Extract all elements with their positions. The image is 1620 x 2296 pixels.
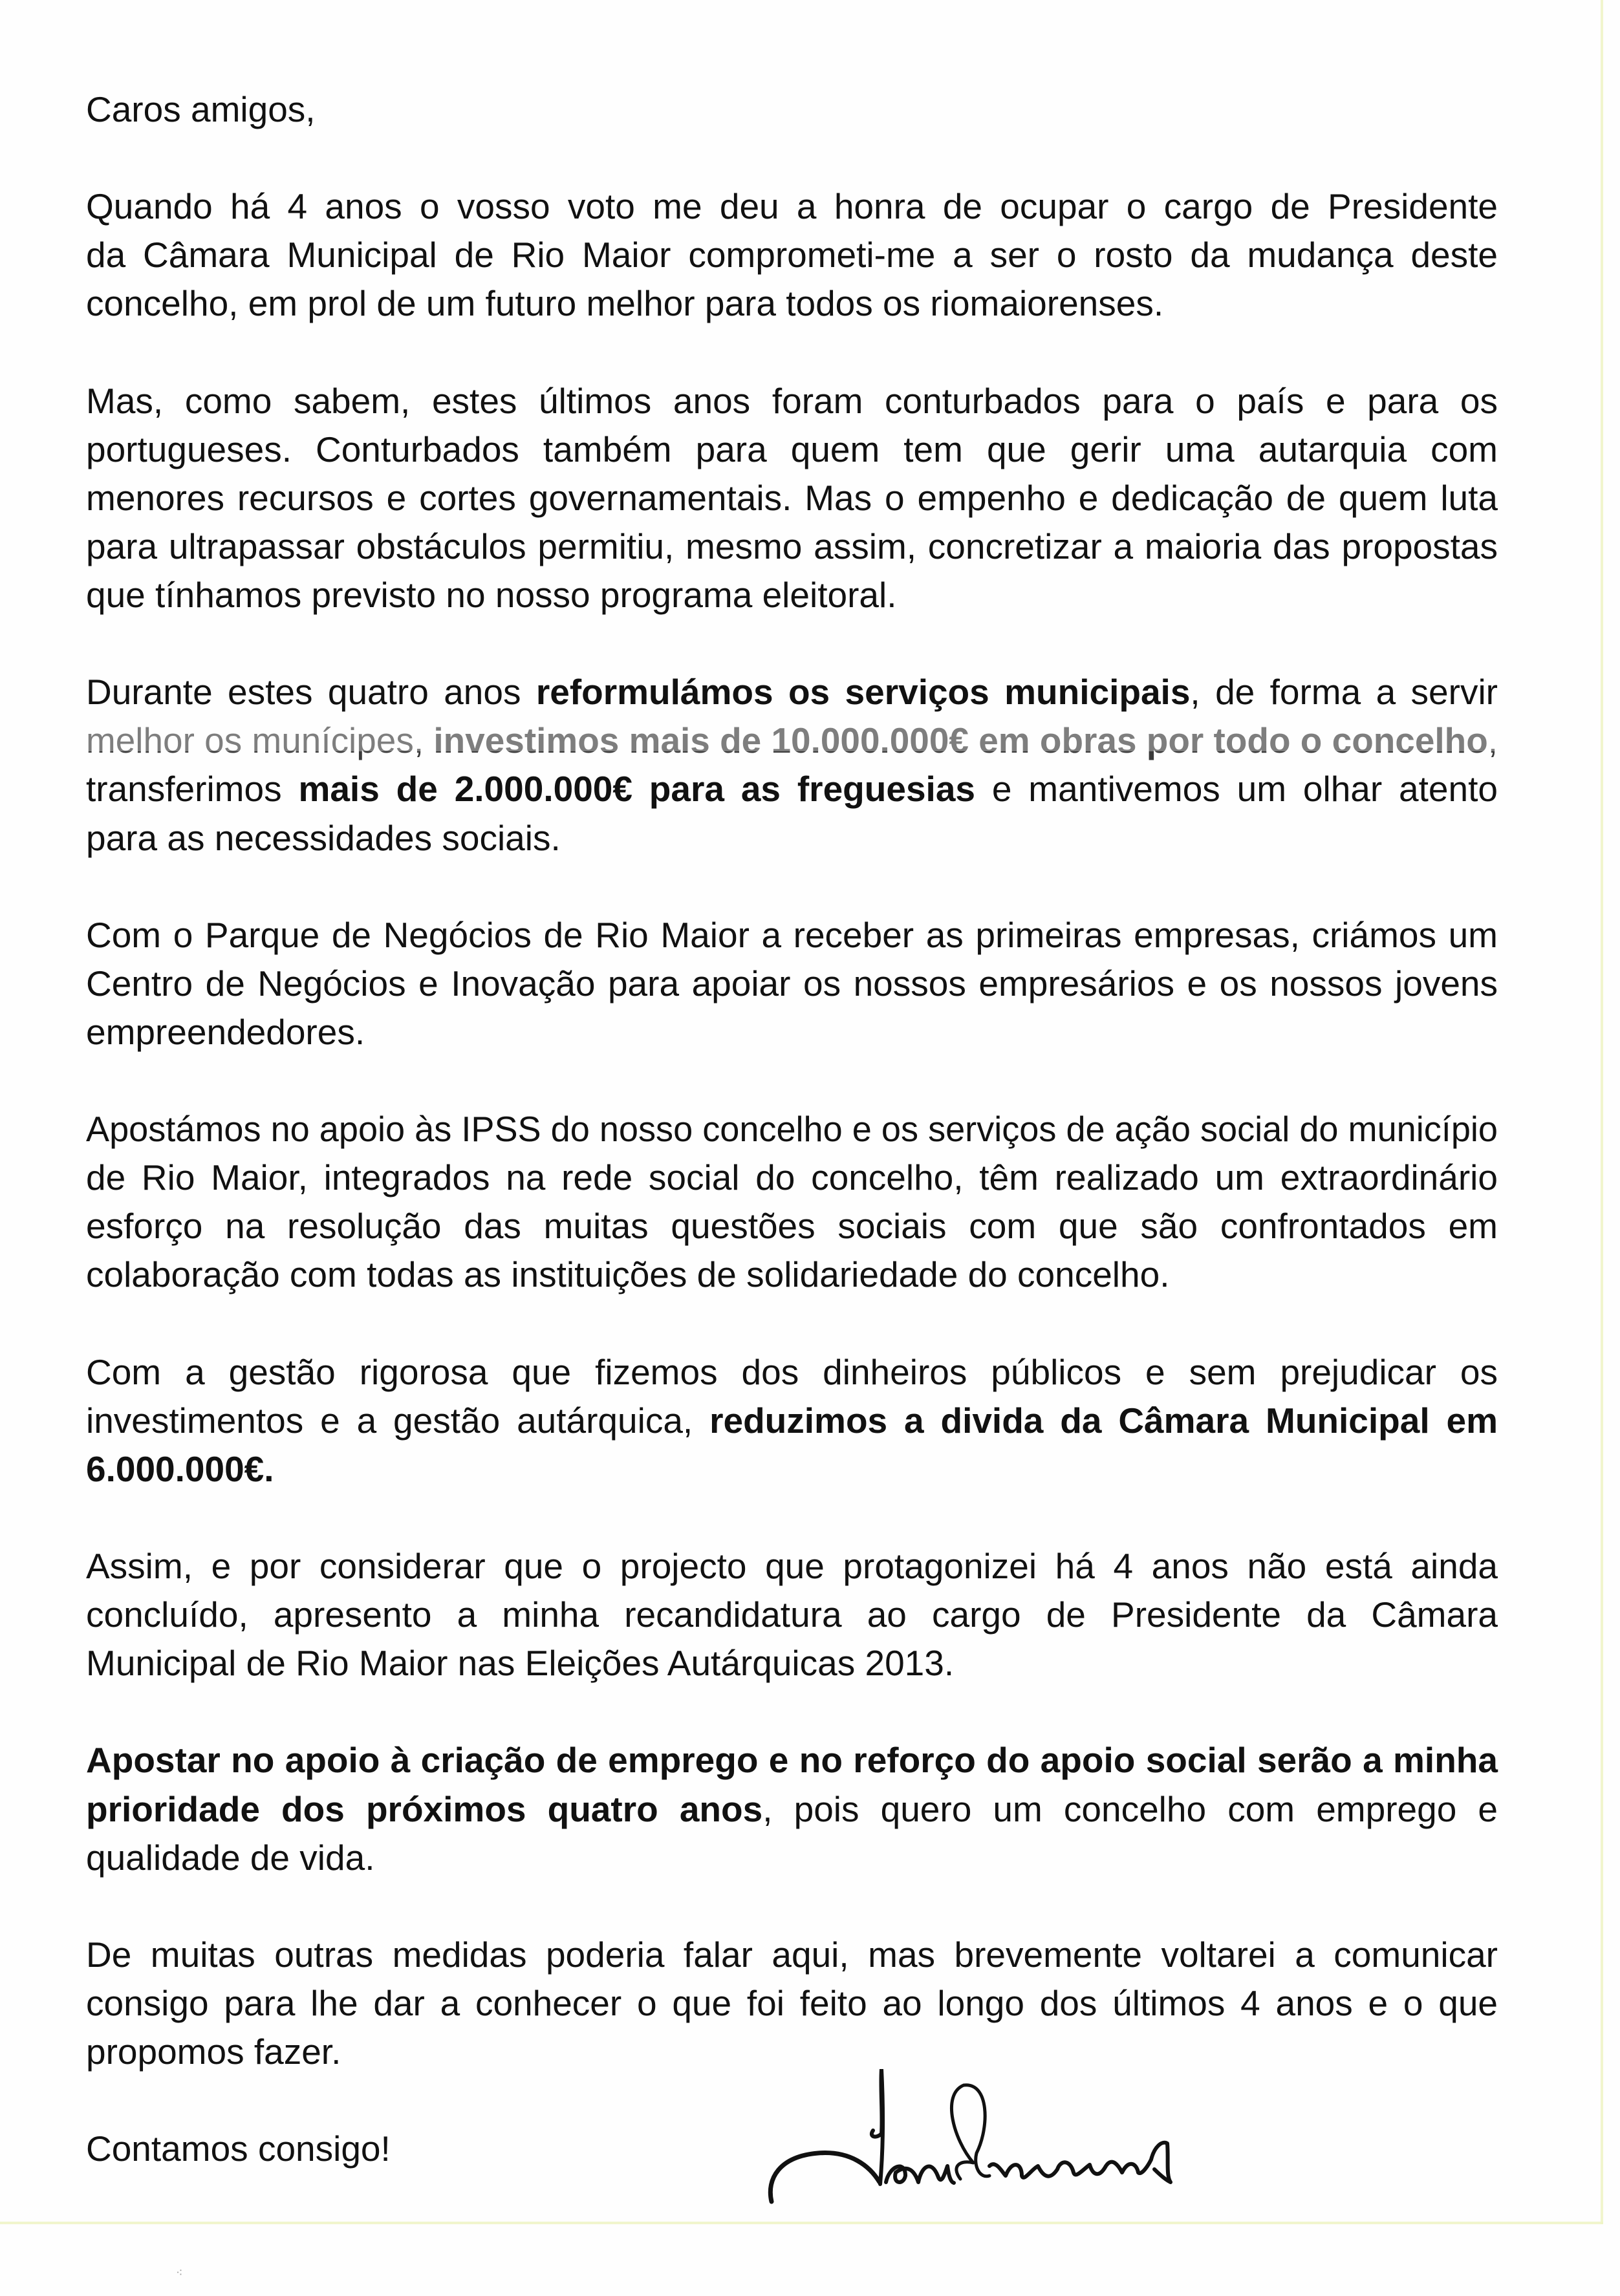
text-line <box>86 1348 1498 1397</box>
greeting: Caros amigos, <box>86 89 316 129</box>
signature-stroke <box>872 2069 883 2184</box>
text-run: Durante estes quatro anos <box>86 672 536 713</box>
text-line <box>86 1202 1498 1250</box>
text-run: propomos fazer. <box>86 2032 341 2072</box>
bold-text: investimos mais de 10.000.000€ em obras por todo o concelho <box>433 720 1488 761</box>
text-line <box>86 1105 1498 1153</box>
text-run: e mantivemos um olhar atento <box>975 769 1498 810</box>
bold-text: Apostar no apoio à criação de emprego e no reforço do apoio social serão a minha <box>86 1740 1498 1781</box>
signature-stroke <box>989 2143 1171 2182</box>
bold-text: prioridade dos próximos quatro anos <box>86 1788 763 1829</box>
text-run: investimentos e a gestão autárquica, <box>86 1400 710 1441</box>
text-run: Mas, como sabem, estes últimos anos foram conturbados para o país e para os <box>86 380 1498 421</box>
text-line <box>86 377 1498 425</box>
text-run: melhor os munícipes, <box>86 720 434 761</box>
text-line <box>86 2028 341 2076</box>
text-run: que tínhamos previsto no nosso programa eleitoral. <box>86 575 897 615</box>
bold-text: mais de 2.000.000€ para as freguesias <box>298 769 976 810</box>
signature-stroke <box>951 2085 989 2179</box>
text-line <box>86 765 1498 813</box>
text-line <box>86 231 1498 279</box>
text-line <box>86 425 1498 474</box>
text-line <box>86 911 1498 960</box>
text-run: , de forma a servir <box>1190 672 1498 713</box>
scan-speck: ⁖ <box>176 2266 183 2279</box>
bold-text: reduzimos a divida da Câmara Municipal em <box>709 1400 1498 1441</box>
text-run: consigo para lhe dar a conhecer o que foi feito ao longo dos últimos 4 anos e o que <box>86 1982 1498 2023</box>
text-line <box>86 474 1498 522</box>
text-run: esforço na resolução das muitas questões sociais com que são confrontados em <box>86 1206 1498 1247</box>
text-line <box>86 1639 954 1688</box>
text-line <box>86 960 1498 1008</box>
text-run: menores recursos e cortes governamentais. Mas o empenho e dedicação de quem luta <box>86 477 1498 518</box>
bold-text: reformulámos os serviços municipais <box>535 672 1191 713</box>
text-run: para as necessidades sociais. <box>86 817 561 858</box>
bold-text: 6.000.000€. <box>86 1448 274 1489</box>
text-line <box>86 1445 274 1494</box>
text-run: Centro de Negócios e Inovação para apoiar os nossos empresários e os nossos jovens <box>86 963 1498 1003</box>
text-line <box>86 279 1163 328</box>
text-line <box>86 814 561 863</box>
text-line <box>86 1834 374 1882</box>
text-run: qualidade de vida. <box>86 1837 375 1878</box>
text-line <box>86 1542 1498 1591</box>
text-line <box>86 1979 1498 2028</box>
text-run: Com o Parque de Negócios de Rio Maior a receber as primeiras empresas, criámos um <box>86 914 1498 955</box>
text-line <box>86 182 1498 231</box>
text-line <box>86 716 1498 765</box>
text-line <box>86 668 1498 716</box>
text-run: , <box>1487 720 1498 761</box>
text-run: Com a gestão rigorosa que fizemos dos dinheiros públicos e sem prejudicar os <box>86 1351 1498 1392</box>
text-line <box>86 1785 1498 1834</box>
text-run: Apostámos no apoio às IPSS do nosso concelho e os serviços de ação social do município <box>86 1109 1498 1150</box>
text-run: , pois quero um concelho com emprego e <box>762 1788 1498 1829</box>
text-run: portugueses. Conturbados também para quem tem que gerir uma autarquia com <box>86 429 1498 469</box>
text-run: concelho, em prol de um futuro melhor para todos os riomaiorenses. <box>86 283 1164 324</box>
signature-stroke <box>886 2166 954 2183</box>
text-run: concluído, apresento a minha recandidatura ao cargo de Presidente da Câmara <box>86 1594 1498 1635</box>
text-line <box>86 1591 1498 1639</box>
text-run: transferimos <box>86 769 299 810</box>
text-run: de Rio Maior, integrados na rede social do concelho, têm realizado um extraordinário <box>86 1157 1498 1198</box>
text-line <box>86 1008 365 1057</box>
closing-line: Contamos consigo! <box>86 2129 391 2169</box>
text-line <box>86 1931 1498 1979</box>
text-line <box>86 1153 1498 1202</box>
text-line <box>86 1736 1498 1785</box>
text-run: Municipal de Rio Maior nas Eleições Autárquicas 2013. <box>86 1643 955 1684</box>
text-run: Assim, e por considerar que o projecto que protagonizei há 4 anos não está ainda <box>86 1546 1498 1586</box>
text-run: colaboração com todas as instituições de solidariedade do concelho. <box>86 1254 1170 1295</box>
text-line <box>86 571 896 619</box>
text-run: De muitas outras medidas poderia falar aqui, mas brevemente voltarei a comunicar <box>86 1934 1498 1975</box>
text-line <box>86 1250 1170 1299</box>
text-line <box>86 522 1498 571</box>
signature-stroke <box>770 2153 880 2202</box>
text-run: da Câmara Municipal de Rio Maior comprometi-me a ser o rosto da mudança deste <box>86 235 1498 275</box>
signature-icon <box>766 2069 1222 2208</box>
text-run: para ultrapassar obstáculos permitiu, mesmo assim, concretizar a maioria das propostas <box>86 526 1498 566</box>
text-line <box>86 1397 1498 1445</box>
text-run: empreendedores. <box>86 1011 365 1052</box>
text-run: Quando há 4 anos o vosso voto me deu a honra de ocupar o cargo de Presidente <box>86 186 1498 227</box>
